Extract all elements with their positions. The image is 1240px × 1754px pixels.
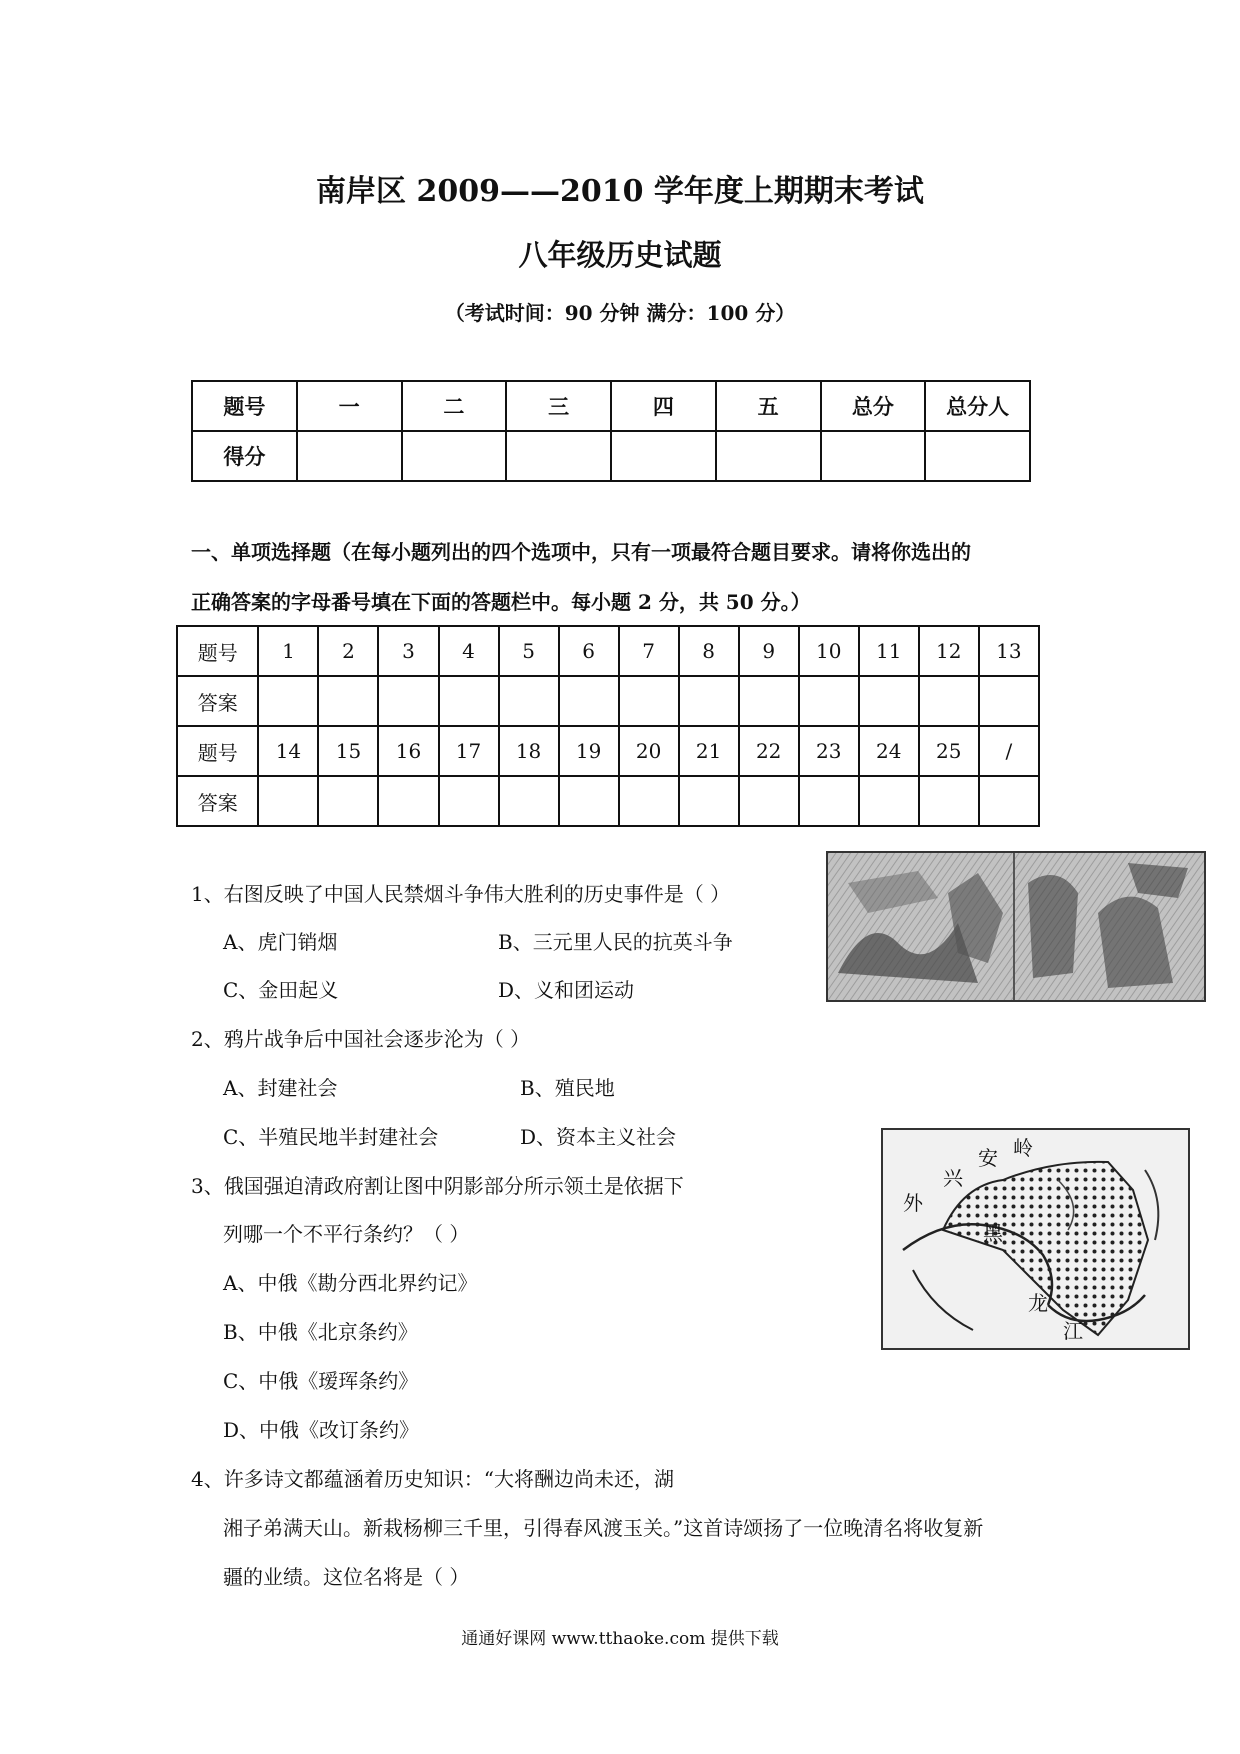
answer-cell[interactable]	[499, 776, 559, 826]
question-number-cell: 25	[919, 726, 979, 776]
score-header-cell: 题号	[192, 381, 297, 431]
map-label-ling: 岭	[1013, 1136, 1033, 1160]
answer-cell[interactable]	[378, 776, 438, 826]
question-4-stem-line1: 4、许多诗文都蕴涵着历史知识：“大将酬边尚未还，湖	[191, 1467, 674, 1491]
score-header-cell: 总分	[821, 381, 926, 431]
question-1-option-c[interactable]: C、金田起义	[223, 978, 339, 1002]
answer-cell[interactable]	[619, 676, 679, 726]
question-2-option-d[interactable]: D、资本主义社会	[520, 1125, 677, 1149]
question-1-option-d[interactable]: D、义和团运动	[498, 978, 635, 1002]
answer-cell[interactable]	[979, 776, 1039, 826]
answer-cell[interactable]	[799, 776, 859, 826]
answer-cell[interactable]	[799, 676, 859, 726]
score-table	[191, 380, 1031, 482]
exam-subtitle: 八年级历史试题	[518, 238, 722, 272]
answer-cell[interactable]	[258, 776, 318, 826]
score-row-label: 得分	[192, 431, 297, 481]
score-header-cell: 三	[506, 381, 611, 431]
question-number-cell: 11	[859, 626, 919, 676]
question-number-cell: 22	[739, 726, 799, 776]
question-number-cell: 12	[919, 626, 979, 676]
question-1-stem: 1、右图反映了中国人民禁烟斗争伟大胜利的历史事件是（ ）	[191, 882, 731, 906]
map-label-an: 安	[978, 1146, 998, 1170]
answer-cell[interactable]	[439, 676, 499, 726]
territory-map	[881, 1128, 1190, 1350]
page-footer: 通通好课网 www.tthaoke.com 提供下载	[461, 1629, 779, 1649]
answer-cell[interactable]	[378, 676, 438, 726]
territory-map-drawing	[883, 1130, 1188, 1348]
score-cell[interactable]	[611, 431, 716, 481]
answer-cell[interactable]	[859, 776, 919, 826]
answer-cell[interactable]	[559, 676, 619, 726]
question-number-cell: 9	[739, 626, 799, 676]
question-number-cell: 20	[619, 726, 679, 776]
question-number-cell: 5	[499, 626, 559, 676]
answer-cell[interactable]	[559, 776, 619, 826]
score-header-cell: 一	[297, 381, 402, 431]
score-table-score-row	[192, 431, 1030, 481]
score-cell[interactable]	[506, 431, 611, 481]
question-2-option-c[interactable]: C、半殖民地半封建社会	[223, 1125, 439, 1149]
answer-label: 答案	[177, 776, 258, 826]
question-1-option-b[interactable]: B、三元里人民的抗英斗争	[498, 930, 733, 954]
answer-row	[177, 676, 1039, 726]
answer-cell[interactable]	[919, 776, 979, 826]
exam-title: 南岸区 2009——2010 学年度上期期末考试	[316, 174, 924, 209]
question-number-cell: 17	[439, 726, 499, 776]
question-number-cell: 7	[619, 626, 679, 676]
answer-number-label: 题号	[177, 726, 258, 776]
question-number-cell: 18	[499, 726, 559, 776]
score-table-header-row	[192, 381, 1030, 431]
question-3-option-c[interactable]: C、中俄《瑷珲条约》	[223, 1369, 419, 1393]
section1-instructions-line2: 正确答案的字母番号填在下面的答题栏中。每小题 2 分，共 50 分。）	[191, 590, 811, 614]
score-header-cell: 四	[611, 381, 716, 431]
score-header-cell: 五	[716, 381, 821, 431]
question-number-cell: 13	[979, 626, 1039, 676]
question-number-cell: 15	[318, 726, 378, 776]
question-number-cell: 10	[799, 626, 859, 676]
answer-number-row	[177, 626, 1039, 676]
question-4-stem-line2: 湘子弟满天山。新栽杨柳三千里，引得春风渡玉关。”这首诗颂扬了一位晚清名将收复新	[223, 1516, 984, 1540]
answer-cell[interactable]	[439, 776, 499, 826]
opium-destruction-illustration	[826, 851, 1206, 1002]
question-4-stem-line3: 疆的业绩。这位名将是（ ）	[223, 1565, 470, 1589]
answer-number-row	[177, 726, 1039, 776]
answer-cell[interactable]	[318, 676, 378, 726]
answer-cell[interactable]	[499, 676, 559, 726]
score-header-cell: 总分人	[925, 381, 1030, 431]
question-number-cell: 6	[559, 626, 619, 676]
answer-cell[interactable]	[679, 776, 739, 826]
score-cell[interactable]	[402, 431, 507, 481]
answer-row	[177, 776, 1039, 826]
question-number-cell: 16	[378, 726, 438, 776]
question-number-cell: 1	[258, 626, 318, 676]
answer-cell[interactable]	[979, 676, 1039, 726]
map-label-wai: 外	[903, 1191, 923, 1215]
question-2-option-a[interactable]: A、封建社会	[223, 1076, 338, 1100]
question-number-cell: 21	[679, 726, 739, 776]
exam-info: （考试时间：90 分钟 满分：100 分）	[444, 301, 796, 325]
map-label-hei: 黑	[983, 1221, 1003, 1245]
answer-cell[interactable]	[258, 676, 318, 726]
question-2-stem: 2、鸦片战争后中国社会逐步沦为（ ）	[191, 1027, 531, 1051]
answer-cell[interactable]	[619, 776, 679, 826]
answer-cell[interactable]	[679, 676, 739, 726]
question-1-option-a[interactable]: A、虎门销烟	[223, 930, 338, 954]
question-2-option-b[interactable]: B、殖民地	[520, 1076, 615, 1100]
question-number-cell: 14	[258, 726, 318, 776]
question-number-cell: 19	[559, 726, 619, 776]
question-3-option-a[interactable]: A、中俄《勘分西北界约记》	[223, 1271, 478, 1295]
question-number-cell: 24	[859, 726, 919, 776]
score-header-cell: 二	[402, 381, 507, 431]
answer-cell[interactable]	[859, 676, 919, 726]
score-cell[interactable]	[925, 431, 1030, 481]
answer-cell[interactable]	[919, 676, 979, 726]
question-number-cell: 4	[439, 626, 499, 676]
question-number-cell: 23	[799, 726, 859, 776]
score-cell[interactable]	[821, 431, 926, 481]
question-3-stem-line2: 列哪一个不平行条约？（ ）	[223, 1222, 470, 1246]
answer-cell[interactable]	[739, 676, 799, 726]
question-number-cell: /	[979, 726, 1039, 776]
answer-table	[176, 625, 1040, 827]
question-number-cell: 3	[378, 626, 438, 676]
score-cell[interactable]	[716, 431, 821, 481]
answer-cell[interactable]	[318, 776, 378, 826]
section1-instructions-line1: 一、单项选择题（在每小题列出的四个选项中，只有一项最符合题目要求。请将你选出的	[191, 540, 971, 564]
answer-cell[interactable]	[739, 776, 799, 826]
question-3-option-d[interactable]: D、中俄《改订条约》	[223, 1418, 420, 1442]
answer-label: 答案	[177, 676, 258, 726]
answer-number-label: 题号	[177, 626, 258, 676]
score-cell[interactable]	[297, 431, 402, 481]
question-3-option-b[interactable]: B、中俄《北京条约》	[223, 1320, 418, 1344]
question-number-cell: 8	[679, 626, 739, 676]
question-3-stem-line1: 3、俄国强迫清政府割让图中阴影部分所示领土是依据下	[191, 1174, 684, 1198]
opium-destruction-sketch	[828, 853, 1204, 1000]
question-number-cell: 2	[318, 626, 378, 676]
map-label-jiang: 江	[1063, 1319, 1083, 1343]
map-label-long: 龙	[1028, 1291, 1048, 1315]
map-label-xing: 兴	[943, 1166, 963, 1190]
